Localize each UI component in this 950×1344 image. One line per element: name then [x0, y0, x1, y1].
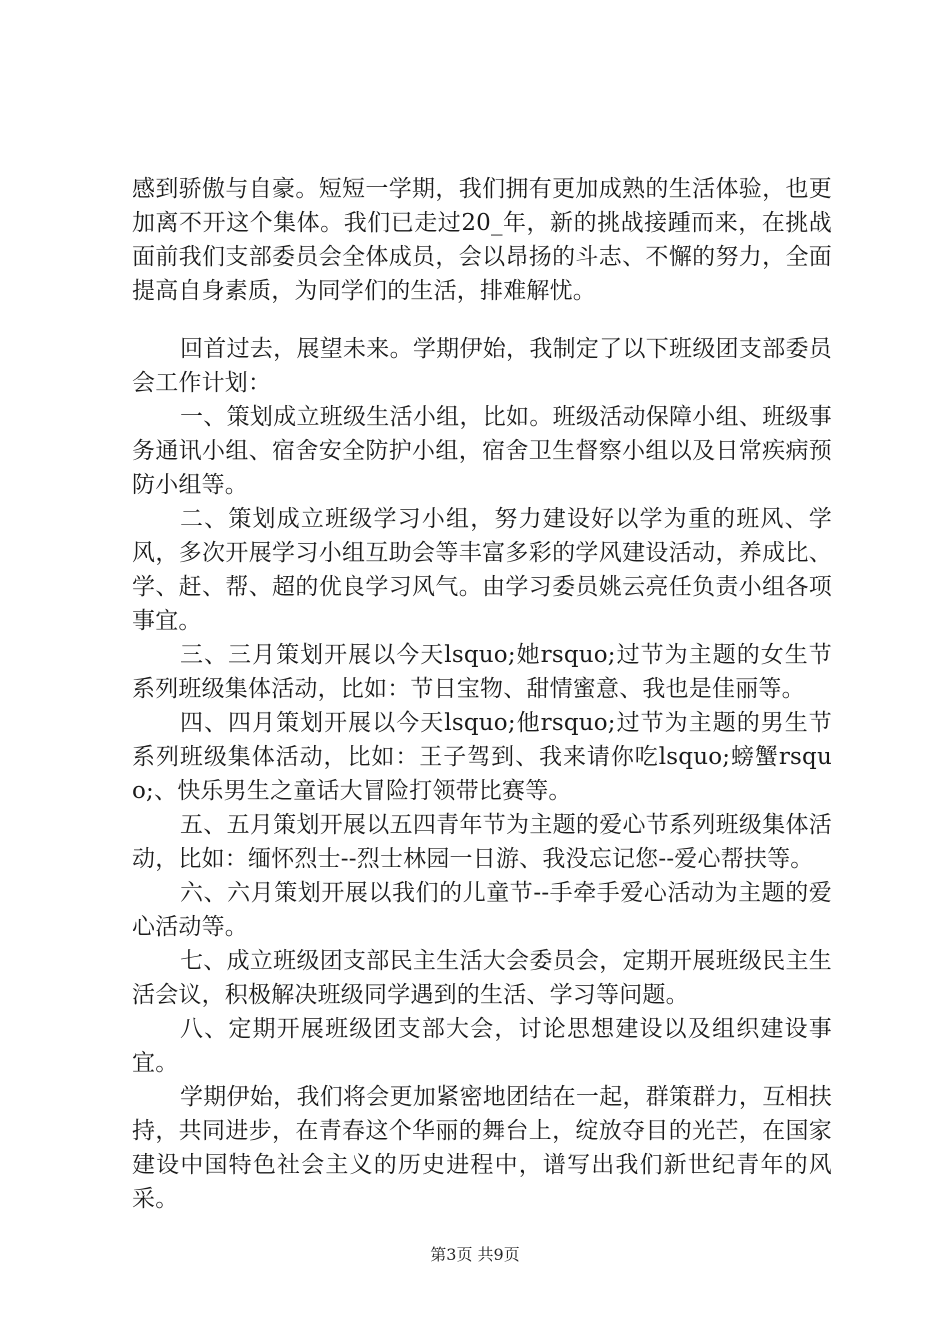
plan-item-6: 六、六月策划开展以我们的儿童节--手牵手爱心活动为主题的爱心活动等。 [132, 880, 832, 940]
paragraph-intro: 回首过去，展望未来。学期伊始，我制定了以下班级团支部委员会工作计划： [132, 336, 832, 396]
plan-item-8: 八、定期开展班级团支部大会，讨论思想建设以及组织建设事宜。 [132, 1016, 832, 1076]
paragraph-closing: 学期伊始，我们将会更加紧密地团结在一起，群策群力，互相扶持，共同进步，在青春这个华丽的舞台上，绽放夺目的光芒，在国家建设中国特色社会主义的历史进程中，谱写出我们新世纪青年的风采。 [132, 1084, 832, 1212]
plan-item-5: 五、五月策划开展以五四青年节为主题的爱心节系列班级集体活动，比如：缅怀烈士--烈士林园一日游、我没忘记您--爱心帮扶等。 [132, 812, 832, 872]
plan-item-4: 四、四月策划开展以今天lsquo;他rsquo;过节为主题的男生节系列班级集体活动，比如：王子驾到、我来请你吃lsquo;螃蟹rsquo;、快乐男生之童话大冒险打领带比赛等。 [132, 710, 832, 804]
paragraph-continuation: 感到骄傲与自豪。短短一学期，我们拥有更加成熟的生活体验，也更加离不开这个集体。我们已走过20_年，新的挑战接踵而来，在挑战面前我们支部委员会全体成员，会以昂扬的斗志、不懈的努力，全面提高自身素质，为同学们的生活，排难解忧。 [132, 176, 832, 304]
plan-item-3: 三、三月策划开展以今天lsquo;她rsquo;过节为主题的女生节系列班级集体活动，比如：节日宝物、甜情蜜意、我也是佳丽等。 [132, 642, 832, 702]
plan-item-7: 七、成立班级团支部民主生活大会委员会，定期开展班级民主生活会议，积极解决班级同学遇到的生活、学习等问题。 [132, 948, 832, 1008]
plan-item-2: 二、策划成立班级学习小组，努力建设好以学为重的班风、学风，多次开展学习小组互助会等丰富多彩的学风建设活动，养成比、学、赶、帮、超的优良学习风气。由学习委员姚云亮任负责小组各项事宜。 [132, 506, 832, 634]
plan-item-1: 一、策划成立班级生活小组，比如。班级活动保障小组、班级事务通讯小组、宿舍安全防护小组，宿舍卫生督察小组以及日常疾病预防小组等。 [132, 404, 832, 498]
document-body [132, 172, 832, 1216]
page-footer: 第3页 共9页 [430, 1245, 520, 1264]
